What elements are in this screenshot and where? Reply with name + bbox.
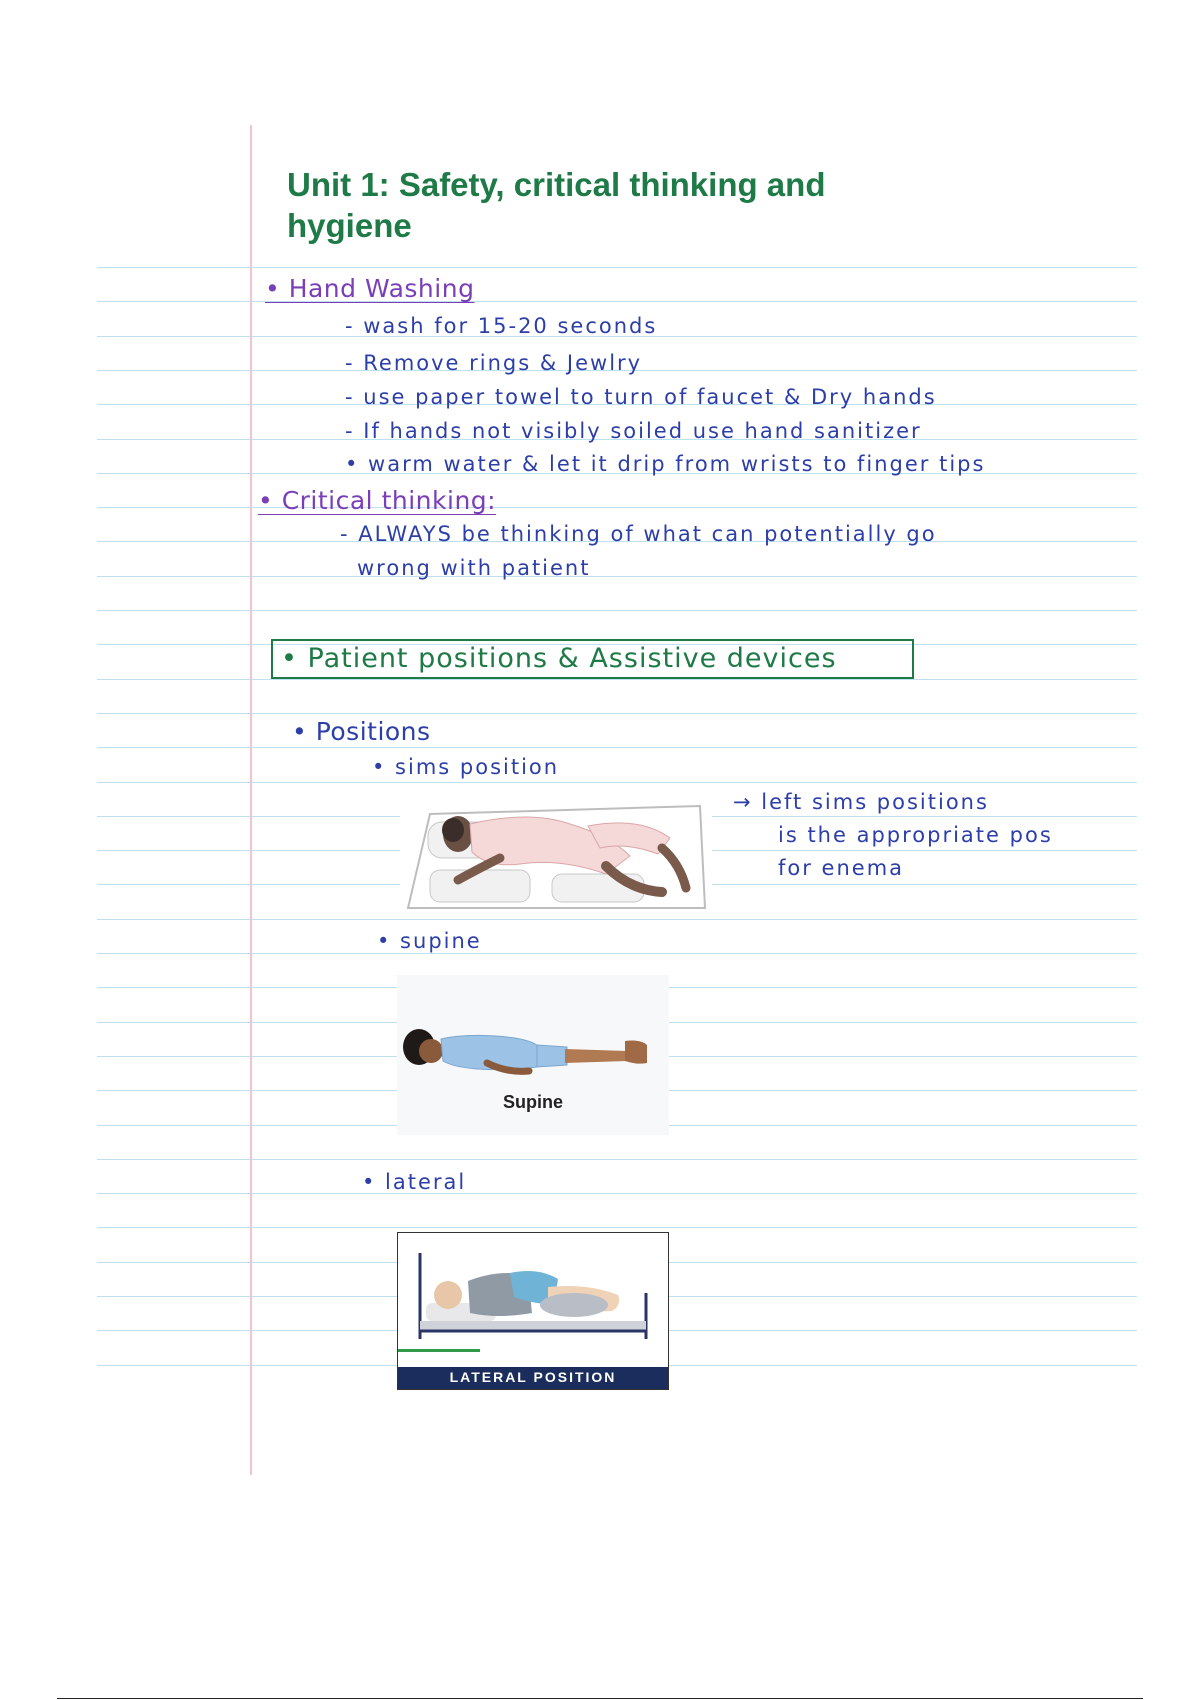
- patient-positions-heading: • Patient positions & Assistive devices: [271, 639, 914, 679]
- ruled-line: [97, 301, 1137, 302]
- margin-line: [250, 125, 252, 1475]
- hand-washing-item: - Remove rings & Jewlry: [345, 351, 643, 375]
- lateral-label: • lateral: [362, 1170, 467, 1194]
- ruled-line: [97, 679, 1137, 680]
- hand-washing-item: - If hands not visibly soiled use hand sanitizer: [345, 419, 922, 443]
- supine-image: [397, 975, 669, 1135]
- ruled-line: [97, 610, 1137, 611]
- ruled-line: [97, 576, 1137, 577]
- ruled-line: [97, 782, 1137, 783]
- hand-washing-item: • warm water & let it drip from wrists to finger tips: [345, 452, 986, 476]
- sims-note-line: → left sims positions: [733, 790, 989, 814]
- supine-label: • supine: [377, 929, 482, 953]
- sims-note-line: is the appropriate pos: [778, 823, 1053, 847]
- critical-thinking-heading: • Critical thinking:: [258, 486, 497, 515]
- hand-washing-heading: • Hand Washing: [265, 274, 475, 303]
- sims-note-line: for enema: [778, 856, 905, 880]
- page-bottom-rule: [57, 1698, 1143, 1699]
- ruled-line: [97, 1193, 1137, 1194]
- sims-position-image: [400, 796, 712, 919]
- supine-caption: Supine: [502, 1092, 563, 1112]
- lateral-caption: LATERAL POSITION: [449, 1369, 617, 1385]
- hand-washing-item: - wash for 15-20 seconds: [345, 314, 658, 338]
- sims-position-label: • sims position: [372, 755, 560, 779]
- lateral-position-image: [397, 1232, 669, 1390]
- positions-heading: • Positions: [292, 717, 431, 746]
- ruled-line: [97, 919, 1137, 920]
- lateral-caption-bar: [398, 1367, 668, 1389]
- page-title: Unit 1: Safety, critical thinking and hygiene: [287, 166, 826, 244]
- ruled-line: [97, 953, 1137, 954]
- ruled-line: [97, 267, 1137, 268]
- critical-thinking-item: wrong with patient: [357, 556, 591, 580]
- ruled-line: [97, 1227, 1137, 1228]
- ruled-line: [97, 507, 1137, 508]
- ruled-line: [97, 713, 1137, 714]
- hand-washing-item: - use paper towel to turn of faucet & Dry hands: [345, 385, 937, 409]
- ruled-line: [97, 747, 1137, 748]
- critical-thinking-item: - ALWAYS be thinking of what can potentially go: [340, 522, 937, 546]
- ruled-line: [97, 1159, 1137, 1160]
